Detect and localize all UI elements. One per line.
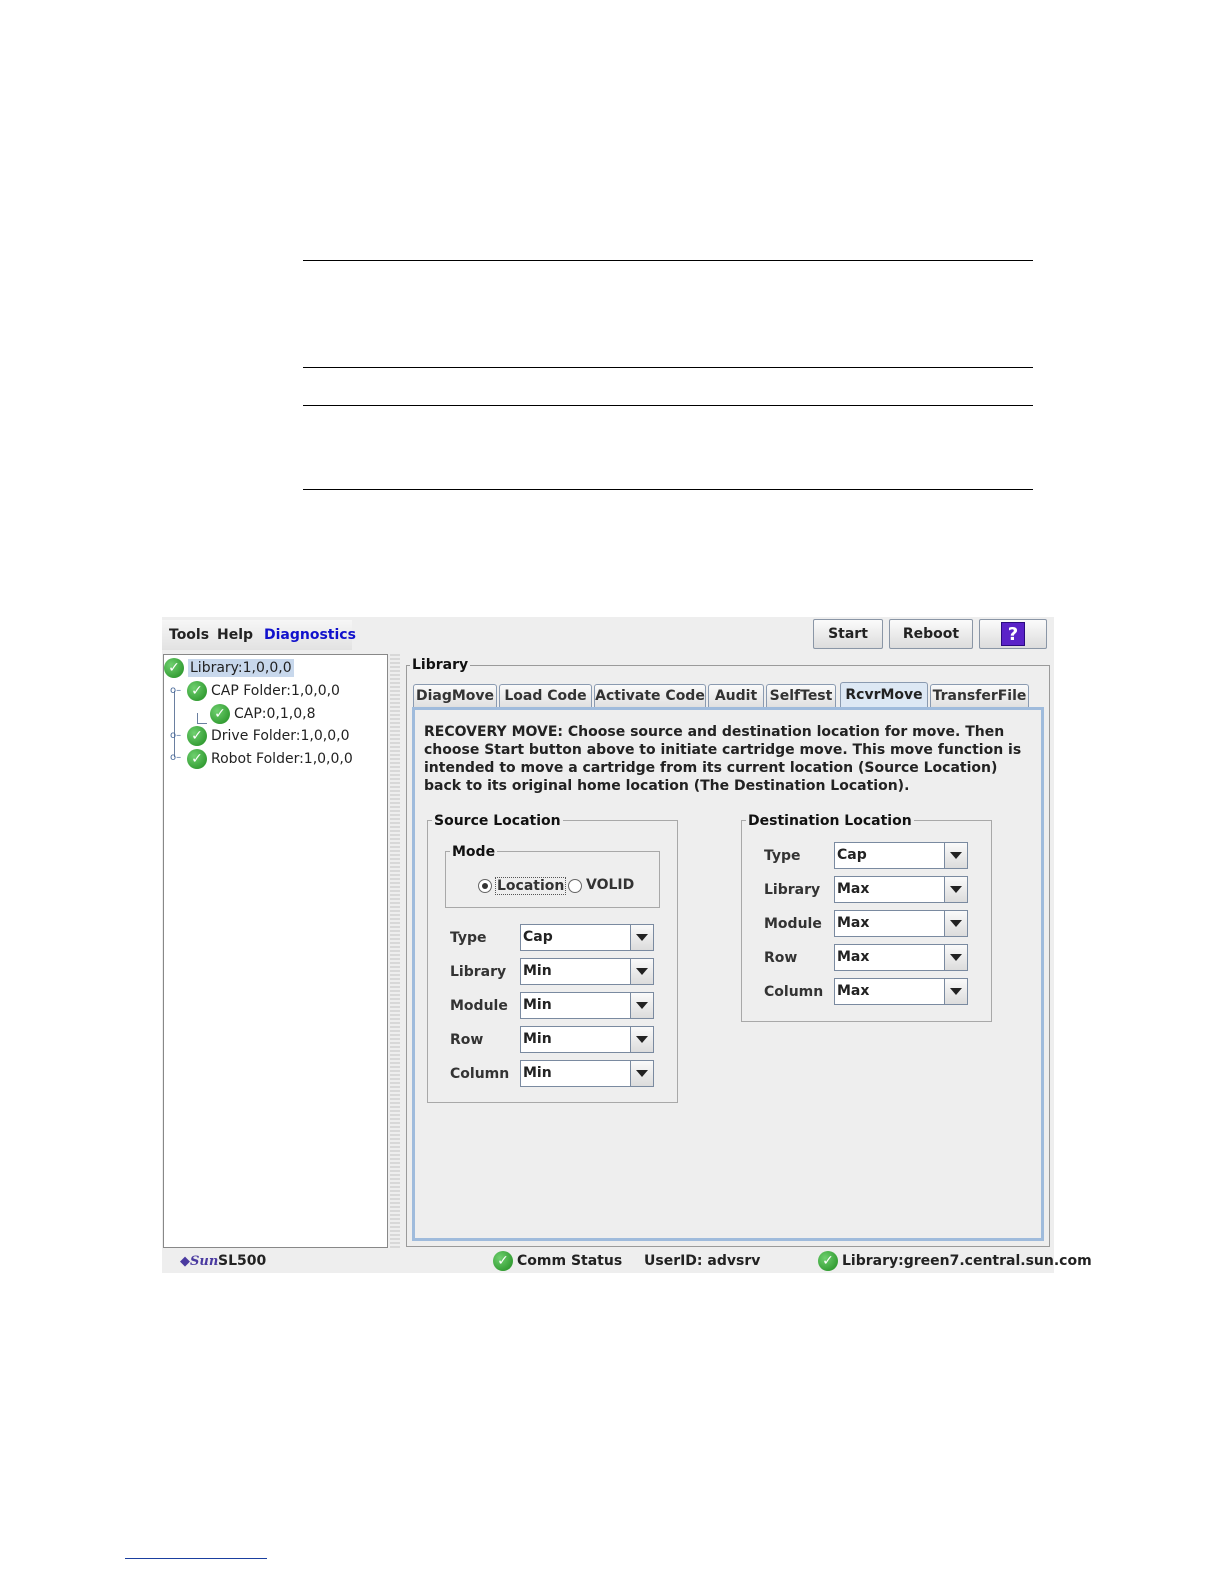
source-type-select[interactable]: Cap	[520, 924, 654, 951]
tab-diagmove[interactable]: DiagMove	[413, 684, 497, 707]
source-module-label: Module	[450, 998, 508, 1014]
source-type-label: Type	[450, 930, 487, 946]
ok-check-icon: ✓	[187, 681, 207, 701]
mode-title: Mode	[452, 844, 496, 860]
dest-row-label: Row	[764, 950, 798, 966]
dest-type-label: Type	[764, 848, 801, 864]
tree-node-library[interactable]	[164, 657, 294, 679]
library-tree	[163, 654, 388, 1248]
volid-radio[interactable]	[568, 879, 582, 893]
user-id-label: UserID: advsrv	[644, 1253, 761, 1269]
dest-library-label: Library	[764, 882, 821, 898]
tree-connector	[174, 691, 175, 757]
footnote-rule	[125, 1558, 267, 1559]
tree-node-drive-folder[interactable]	[187, 725, 350, 747]
menu-diagnostics[interactable]: Diagnostics	[264, 627, 356, 643]
split-pane-divider[interactable]	[390, 654, 400, 1248]
product-name: SL500	[218, 1253, 267, 1269]
ok-check-icon: ✓	[818, 1251, 838, 1271]
tab-load-code[interactable]: Load Code	[499, 684, 592, 707]
comm-status-label: Comm Status	[517, 1253, 623, 1269]
source-row-label: Row	[450, 1032, 484, 1048]
source-library-label: Library	[450, 964, 507, 980]
library-status-label: Library:green7.central.sun.com	[842, 1253, 1092, 1269]
tree-node-label: CAP:0,1,0,8	[234, 706, 316, 722]
source-location-title: Source Location	[434, 813, 561, 829]
menu-bar	[162, 617, 1054, 653]
chevron-down-icon[interactable]	[630, 1061, 653, 1086]
tree-connector	[197, 723, 207, 724]
user-id	[644, 1249, 760, 1273]
sun-logo: ◆ Sun	[180, 1253, 219, 1269]
tree-node-label: Drive Folder:1,0,0,0	[211, 728, 350, 744]
help-button[interactable]	[979, 619, 1047, 649]
ok-check-icon: ✓	[187, 749, 207, 769]
dest-column-select[interactable]: Max	[834, 978, 968, 1005]
tab-rcvrmove[interactable]: RcvrMove	[840, 682, 928, 707]
library-status	[818, 1249, 1092, 1273]
volid-radio-label[interactable]: VOLID	[586, 877, 635, 893]
tree-node-robot-folder[interactable]	[187, 748, 353, 770]
chevron-down-icon[interactable]	[630, 925, 653, 950]
source-column-select[interactable]: Min	[520, 1060, 654, 1087]
reboot-button[interactable]: Reboot	[889, 619, 973, 649]
source-row-select[interactable]: Min	[520, 1026, 654, 1053]
chevron-down-icon[interactable]	[944, 877, 967, 902]
menu-help[interactable]: Help	[217, 627, 254, 643]
tree-node-cap-folder[interactable]	[187, 680, 340, 702]
chevron-down-icon[interactable]	[944, 979, 967, 1004]
source-library-select[interactable]: Min	[520, 958, 654, 985]
status-bar	[162, 1249, 1092, 1273]
product-indicator	[180, 1249, 266, 1273]
library-group-title: Library	[412, 657, 469, 673]
horizontal-rule	[303, 260, 1033, 261]
horizontal-rule	[303, 489, 1033, 490]
horizontal-rule	[303, 367, 1033, 368]
recovery-move-description: RECOVERY MOVE: Choose source and destination location for move. Then choose Start button above to initiate cartridge move. This move function is intended to move a cartridge from its current location (Source Location) back to its original home location (The Destination Location).	[424, 724, 1022, 794]
dest-module-select[interactable]: Max	[834, 910, 968, 937]
library-console-window	[162, 617, 1092, 1273]
tree-expand-handle[interactable]: o–	[170, 752, 182, 763]
tree-node-cap[interactable]	[210, 703, 316, 725]
dest-row-select[interactable]: Max	[834, 944, 968, 971]
tree-connector	[197, 713, 198, 723]
tab-transferfile[interactable]: TransferFile	[930, 684, 1029, 707]
chevron-down-icon[interactable]	[944, 945, 967, 970]
source-column-label: Column	[450, 1066, 510, 1082]
horizontal-rule	[303, 405, 1033, 406]
tab-selftest[interactable]: SelfTest	[766, 684, 836, 707]
help-icon: ?	[1001, 622, 1025, 646]
tab-activate-code[interactable]: Activate Code	[594, 684, 706, 707]
source-module-select[interactable]: Min	[520, 992, 654, 1019]
tab-audit[interactable]: Audit	[708, 684, 764, 707]
comm-status	[493, 1249, 622, 1273]
location-radio-label[interactable]: Location	[497, 878, 565, 894]
ok-check-icon: ✓	[187, 726, 207, 746]
destination-location-title: Destination Location	[748, 813, 912, 829]
tree-expand-handle[interactable]: o–	[170, 685, 182, 696]
dest-column-label: Column	[764, 984, 824, 1000]
tree-node-label: CAP Folder:1,0,0,0	[211, 683, 340, 699]
ok-check-icon: ✓	[210, 704, 230, 724]
tree-node-label: Library:1,0,0,0	[190, 660, 292, 676]
chevron-down-icon[interactable]	[944, 911, 967, 936]
chevron-down-icon[interactable]	[630, 993, 653, 1018]
location-radio[interactable]	[478, 879, 492, 893]
dest-library-select[interactable]: Max	[834, 876, 968, 903]
dest-type-select[interactable]: Cap	[834, 842, 968, 869]
dest-module-label: Module	[764, 916, 822, 932]
ok-check-icon: ✓	[164, 658, 184, 678]
chevron-down-icon[interactable]	[630, 959, 653, 984]
chevron-down-icon[interactable]	[630, 1027, 653, 1052]
menu-tools[interactable]: Tools	[169, 627, 210, 643]
tree-node-label: Robot Folder:1,0,0,0	[211, 751, 353, 767]
ok-check-icon: ✓	[493, 1251, 513, 1271]
start-button[interactable]: Start	[813, 619, 883, 649]
tree-expand-handle[interactable]: o–	[170, 730, 182, 741]
chevron-down-icon[interactable]	[944, 843, 967, 868]
